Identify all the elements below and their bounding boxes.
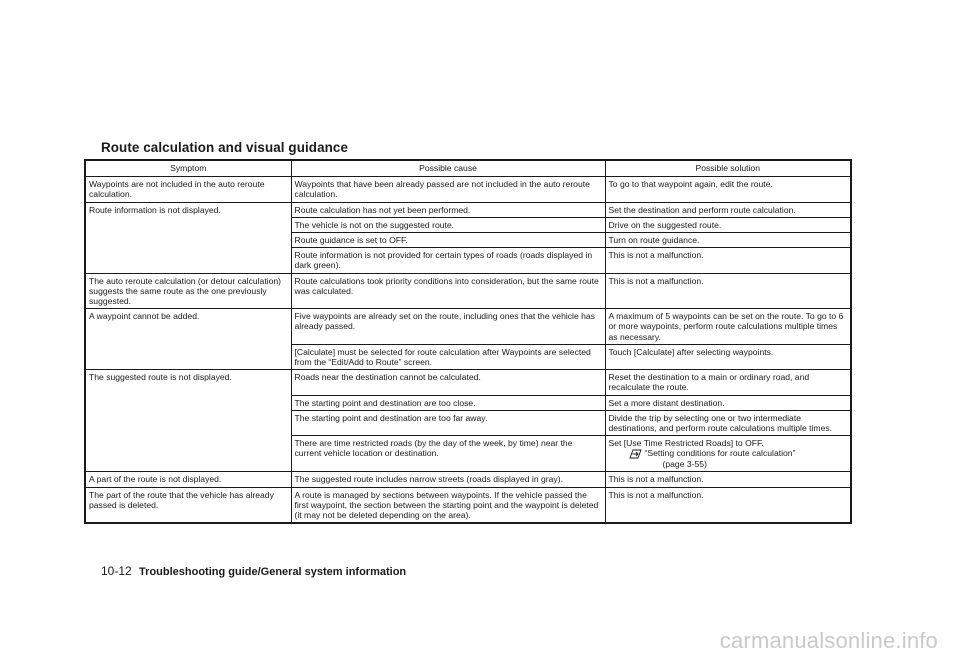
cause-cell: [Calculate] must be selected for route calculation after Waypoints are selected from the “Edit/Add to Route” screen. (291, 344, 605, 369)
watermark: carmanualsonline.info (719, 628, 938, 653)
solution-cell: Reset the destination to a main or ordinary road, and recalculate the route. (605, 370, 851, 395)
symptom-cell: The part of the route that the vehicle has already passed is deleted. (85, 487, 291, 523)
symptom-cell: The suggested route is not displayed. (85, 370, 291, 472)
table-row (85, 273, 851, 309)
solution-text: Set [Use Time Restricted Roads] to OFF. (608, 438, 764, 449)
troubleshooting-table (84, 159, 852, 524)
table-header-row (85, 160, 851, 177)
page-footer (101, 564, 406, 578)
column-header-cause: Possible cause (291, 160, 605, 177)
symptom-cell: A waypoint cannot be added. (85, 309, 291, 370)
table-row (85, 202, 851, 217)
cause-cell: There are time restricted roads (by the day of the week, by time) near the current vehicle location or destination. (291, 436, 605, 472)
cause-cell: A route is managed by sections between waypoints. If the vehicle passed the first waypoint, the section between the starting point and the waypoint is deleted (it may not be deleted depending on the area). (291, 487, 605, 523)
reference-page: (page 3-55) (662, 459, 707, 470)
solution-cell: A maximum of 5 waypoints can be set on the route. To go to 6 or more waypoints, perform route calculations multiple times as necessary. (605, 309, 851, 345)
table-row (85, 370, 851, 395)
column-header-solution: Possible solution (605, 160, 851, 177)
solution-cell (605, 436, 851, 472)
solution-cell: This is not a malfunction. (605, 273, 851, 309)
cause-cell: The starting point and destination are too close. (291, 395, 605, 410)
cause-cell: Route information is not provided for certain types of roads (roads displayed in dark green). (291, 248, 605, 273)
solution-cell: Drive on the suggested route. (605, 217, 851, 232)
table-row (85, 472, 851, 487)
page-number: 10-12 (101, 564, 132, 578)
symptom-cell: Waypoints are not included in the auto reroute calculation. (85, 177, 291, 202)
solution-cell: This is not a malfunction. (605, 248, 851, 273)
cause-cell: Route guidance is set to OFF. (291, 233, 605, 248)
column-header-symptom: Symptom (85, 160, 291, 177)
solution-cell: Touch [Calculate] after selecting waypoints. (605, 344, 851, 369)
solution-cell: This is not a malfunction. (605, 487, 851, 523)
solution-cell: Turn on route guidance. (605, 233, 851, 248)
symptom-cell: Route information is not displayed. (85, 202, 291, 273)
cause-cell: Route calculations took priority conditions into consideration, but the same route was calculated. (291, 273, 605, 309)
cause-cell: The starting point and destination are too far away. (291, 410, 605, 435)
table-row (85, 487, 851, 523)
solution-cell: To go to that waypoint again, edit the route. (605, 177, 851, 202)
reference-arrow-icon (629, 449, 643, 459)
cause-cell: Five waypoints are already set on the route, including ones that the vehicle has already passed. (291, 309, 605, 345)
page-reference[interactable] (609, 448, 848, 469)
solution-cell: Divide the trip by selecting one or two intermediate destinations, and perform route calculations multiple times. (605, 410, 851, 435)
table-row (85, 177, 851, 202)
table-row (85, 309, 851, 345)
cause-cell: Waypoints that have been already passed are not included in the auto reroute calculation. (291, 177, 605, 202)
solution-cell: Set the destination and perform route calculation. (605, 202, 851, 217)
cause-cell: Roads near the destination cannot be calculated. (291, 370, 605, 395)
cause-cell: Route calculation has not yet been performed. (291, 202, 605, 217)
cause-cell: The suggested route includes narrow streets (roads displayed in gray). (291, 472, 605, 487)
symptom-cell: The auto reroute calculation (or detour calculation) suggests the same route as the one previously suggested. (85, 273, 291, 309)
solution-cell: Set a more distant destination. (605, 395, 851, 410)
symptom-cell: A part of the route is not displayed. (85, 472, 291, 487)
footer-title: Troubleshooting guide/General system information (139, 566, 407, 578)
solution-cell: This is not a malfunction. (605, 472, 851, 487)
cause-cell: The vehicle is not on the suggested route. (291, 217, 605, 232)
section-title: Route calculation and visual guidance (101, 140, 349, 155)
reference-title: “Setting conditions for route calculation” (644, 448, 796, 459)
